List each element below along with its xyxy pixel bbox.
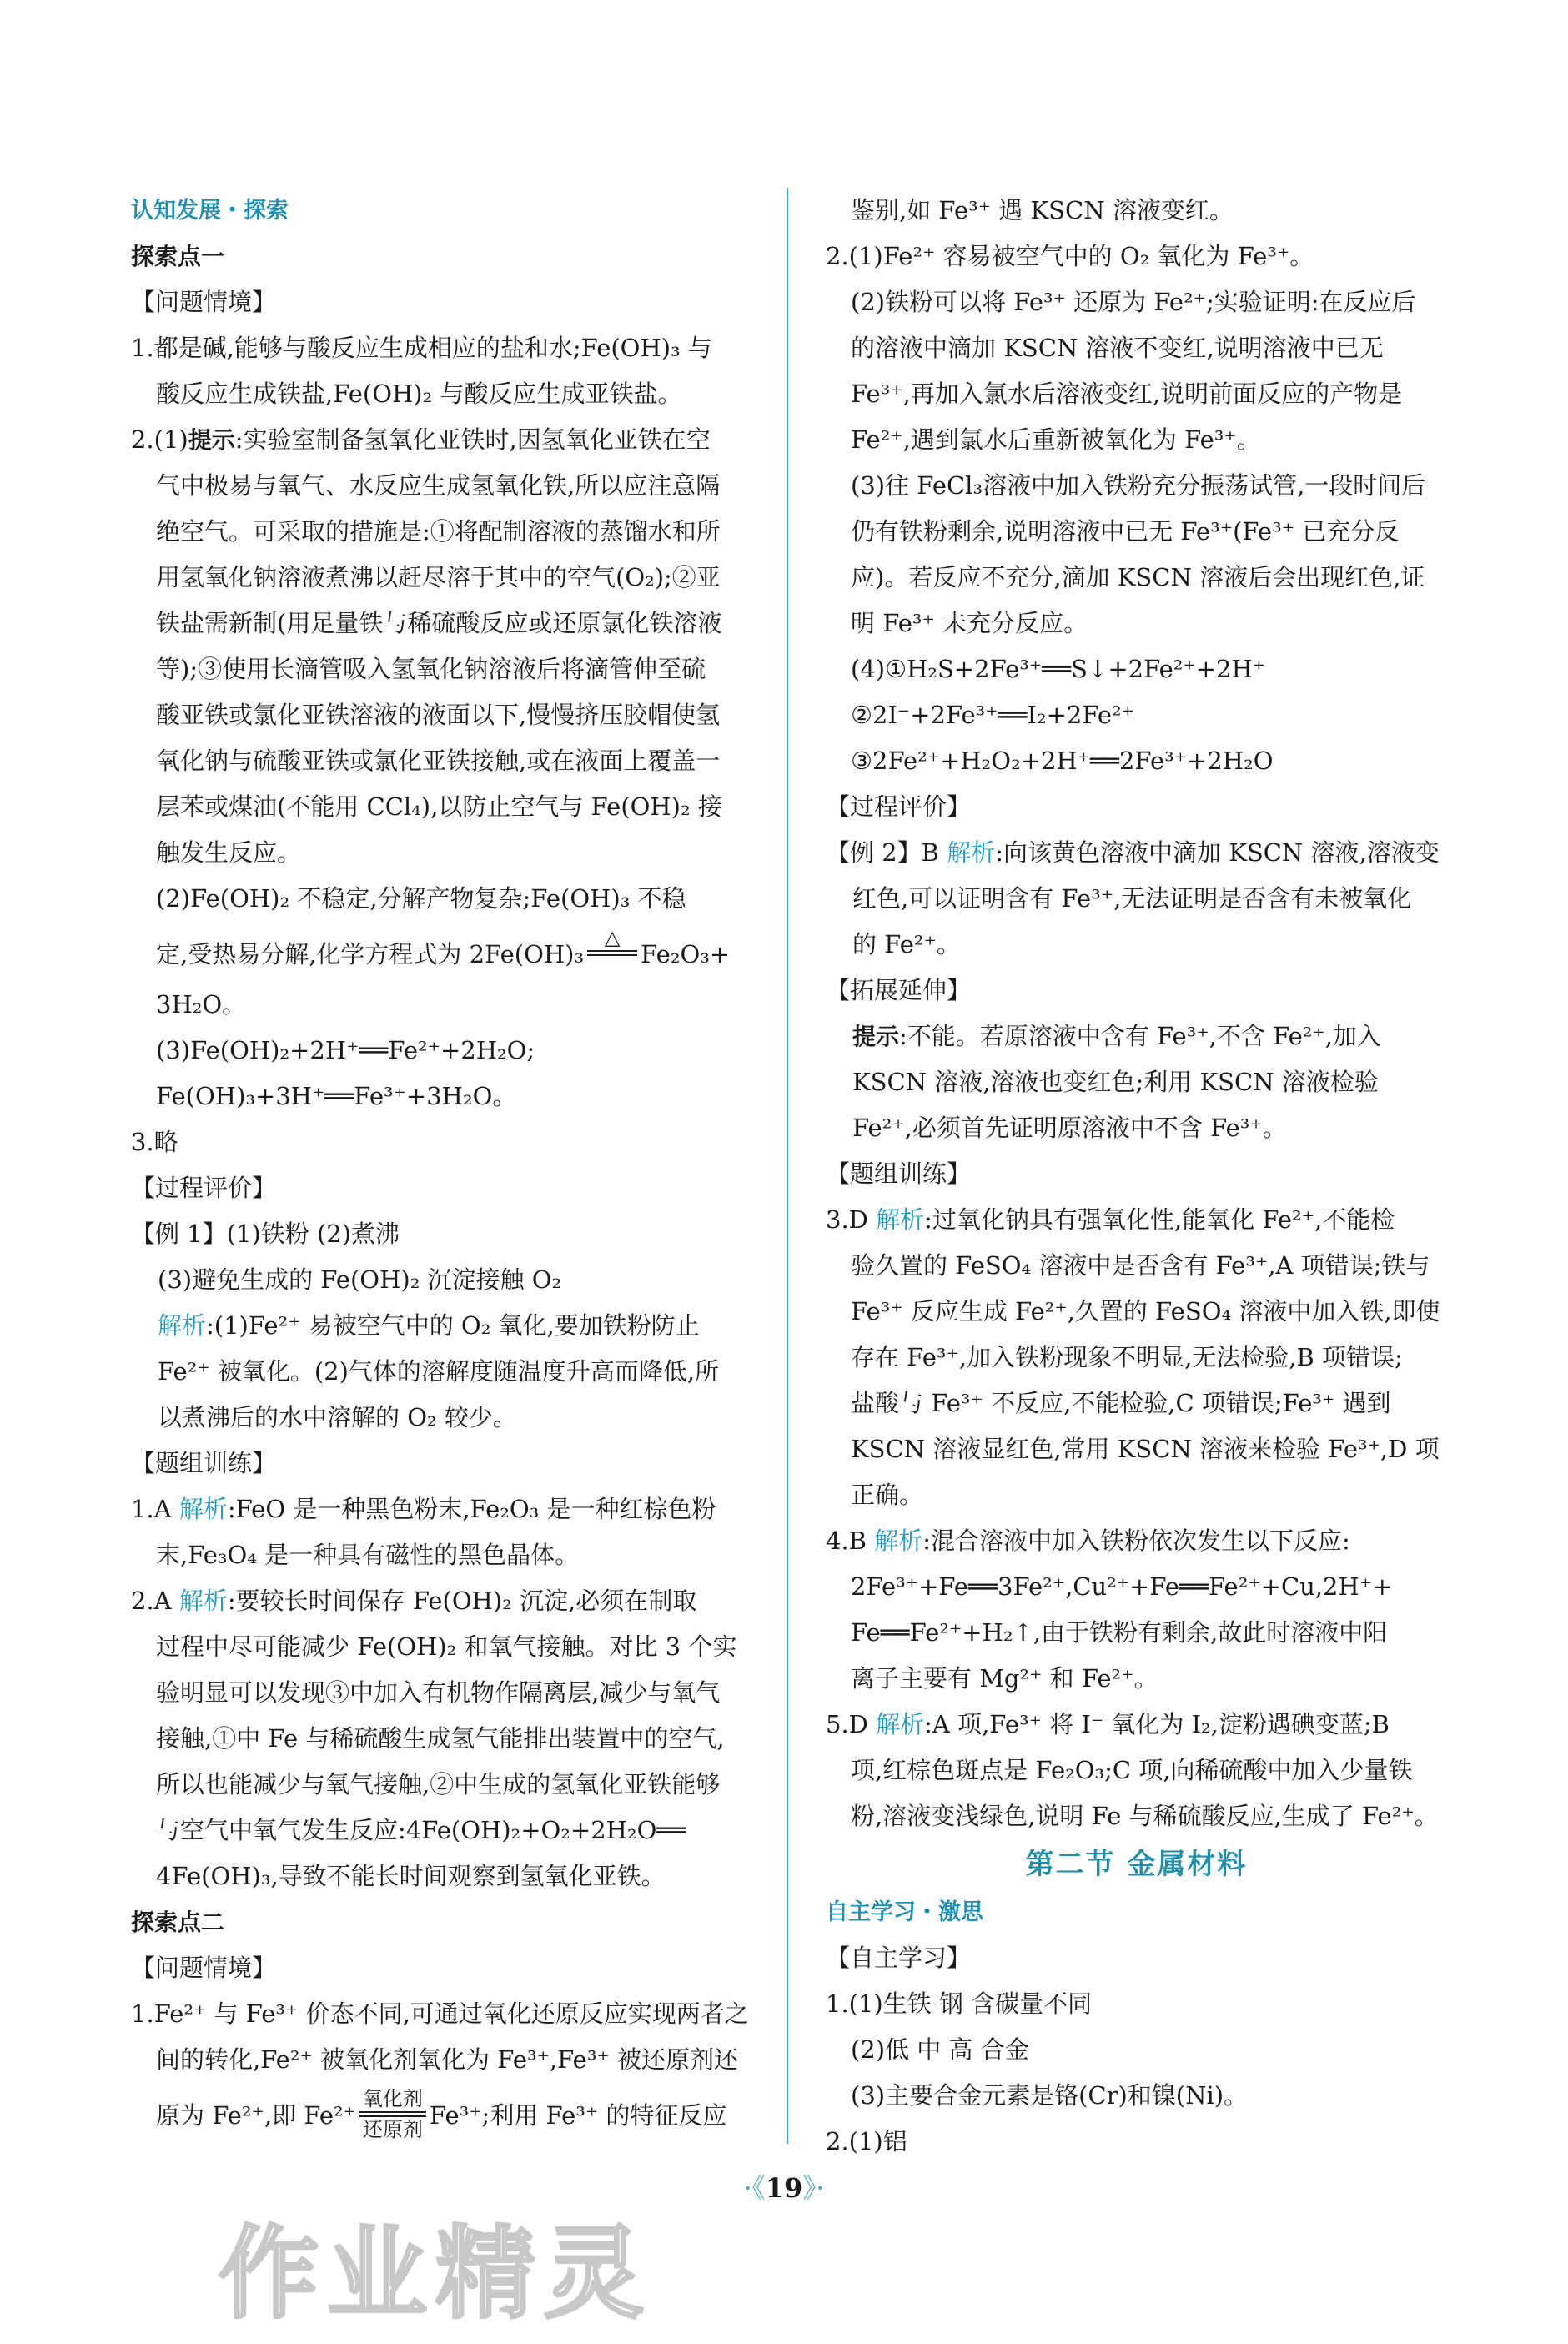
text-line: 的溶液中滴加 KSCN 溶液不变红,说明溶液中已无: [851, 334, 1384, 362]
text-line: 1.Fe²⁺ 与 Fe³⁺ 价态不同,可通过氧化还原反应实现两者之: [131, 1999, 749, 2028]
text-line: 验明显可以发现③中加入有机物作隔离层,减少与氧气: [156, 1678, 721, 1707]
text-line: 酸亚铁或氯化亚铁溶液的液面以下,慢慢挤压胶帽使氢: [156, 701, 721, 729]
text-line: KSCN 溶液显红色,常用 KSCN 溶液来检验 Fe³⁺,D 项: [851, 1435, 1440, 1463]
text-line: 红色,可以证明含有 Fe³⁺,无法证明是否含有未被氧化: [852, 884, 1412, 913]
text-line: KSCN 溶液,溶液也变红色;利用 KSCN 溶液检验: [852, 1068, 1379, 1096]
chevron-left-icon: ·《: [743, 2172, 766, 2204]
text-line: Fe══Fe²⁺+H₂↑,由于铁粉有剩余,故此时溶液中阳: [851, 1618, 1388, 1647]
subheading: 探索点一: [131, 243, 225, 270]
page-number: ·《19》·: [743, 2172, 825, 2204]
text-line: (2)Fe(OH)₂ 不稳定,分解产物复杂;Fe(OH)₃ 不稳: [156, 884, 686, 913]
text-line: 鉴别,如 Fe³⁺ 遇 KSCN 溶液变红。: [851, 196, 1234, 224]
tip-label: 提示: [852, 1023, 900, 1050]
text-line: 间的转化,Fe²⁺ 被氧化剂氧化为 Fe³⁺,Fe³⁺ 被还原剂还: [156, 2045, 738, 2074]
text-line: 4Fe(OH)₃,导致不能长时间观察到氢氧化亚铁。: [156, 1862, 666, 1890]
text-line: 1.A 解析:FeO 是一种黑色粉末,Fe₂O₃ 是一种红棕色粉: [131, 1495, 716, 1523]
text-line: (3)Fe(OH)₂+2H⁺══Fe²⁺+2H₂O;: [156, 1036, 535, 1064]
text-line: 与空气中氧气发生反应:4Fe(OH)₂+O₂+2H₂O══: [156, 1816, 686, 1844]
text-line: 盐酸与 Fe³⁺ 不反应,不能检验,C 项错误;Fe³⁺ 遇到: [851, 1389, 1391, 1417]
text-line: 绝空气。可采取的措施是:①将配制溶液的蒸馏水和所: [156, 517, 721, 546]
redox-arrow: 氧化剂 还原剂: [359, 2088, 426, 2140]
text-line: 等);③使用长滴管吸入氢氧化钠溶液后将滴管伸至硫: [156, 655, 706, 683]
analysis-label: 解析: [874, 1527, 923, 1555]
text-line: 提示:不能。若原溶液中含有 Fe³⁺,不含 Fe²⁺,加入: [852, 1022, 1381, 1050]
equation-line: 2Fe³⁺+Fe══3Fe²⁺,Cu²⁺+Fe══Fe²⁺+Cu,2H⁺+: [851, 1572, 1393, 1601]
text-line: Fe²⁺,遇到氯水后重新被氧化为 Fe³⁺。: [851, 425, 1261, 454]
text-line: Fe³⁺,再加入氯水后溶液变红,说明前面反应的产物是: [851, 380, 1403, 408]
subheading: 探索点二: [131, 1909, 225, 1936]
text-line: 3.略: [131, 1128, 178, 1156]
watermark-logo: 作业精灵: [219, 2216, 652, 2332]
text-line: 仍有铁粉剩余,说明溶液中已无 Fe³⁺(Fe³⁺ 已充分反: [851, 517, 1400, 546]
equation-line: ③2Fe²⁺+H₂O₂+2H⁺══2Fe³⁺+2H₂O: [851, 747, 1274, 775]
text-line: 过程中尽可能减少 Fe(OH)₂ 和氧气接触。对比 3 个实: [156, 1632, 737, 1661]
text-line: 明 Fe³⁺ 未充分反应。: [851, 609, 1088, 637]
text-line: (2)低 中 高 合金: [851, 2035, 1029, 2064]
text-line: 1.都是碱,能够与酸反应生成相应的盐和水;Fe(OH)₃ 与: [131, 334, 712, 362]
section-heading: 认知发展・探索: [131, 198, 289, 224]
text-line: 存在 Fe³⁺,加入铁粉现象不明显,无法检验,B 项错误;: [851, 1343, 1403, 1371]
right-column: [826, 188, 1447, 2165]
equation-line: 原为 Fe²⁺,即 Fe²⁺ 氧化剂 还原剂 Fe³⁺;利用 Fe³⁺ 的特征反应: [156, 2086, 727, 2141]
bracket-heading: 【题组训练】: [826, 1159, 972, 1188]
text-line: 正确。: [851, 1481, 924, 1509]
analysis-label: 解析: [876, 1205, 925, 1234]
analysis-label: 解析: [178, 1587, 228, 1615]
text-line: 3H₂O。: [156, 990, 247, 1019]
equation-line: ②2I⁻+2Fe³⁺══I₂+2Fe²⁺: [851, 701, 1134, 729]
analysis-label: 解析: [876, 1710, 925, 1738]
text-line: 5.D 解析:A 项,Fe³⁺ 将 I⁻ 氧化为 I₂,淀粉遇碘变蓝;B: [826, 1710, 1390, 1738]
bracket-heading: 【自主学习】: [826, 1944, 972, 1972]
text-line: 4.B 解析:混合溶液中加入铁粉依次发生以下反应:: [826, 1527, 1350, 1555]
analysis-label: 解析: [158, 1311, 207, 1340]
analysis-label: 解析: [947, 838, 996, 867]
bracket-heading: 【题组训练】: [131, 1449, 277, 1477]
text-line: 应)。若反应不充分,滴加 KSCN 溶液后会出现红色,证: [851, 563, 1425, 591]
text-line: (3)主要合金元素是铬(Cr)和镍(Ni)。: [851, 2081, 1249, 2110]
text-line: 2.(1)提示:实验室制备氢氧化亚铁时,因氢氧化亚铁在空: [131, 425, 711, 454]
bracket-heading: 【问题情境】: [131, 1954, 277, 1982]
equation-line: (4)①H₂S+2Fe³⁺══S↓+2Fe²⁺+2H⁺: [851, 655, 1266, 683]
text-line: 的 Fe²⁺。: [852, 930, 961, 958]
chevron-right-icon: 》·: [802, 2172, 825, 2204]
text-line: 用氢氧化钠溶液煮沸以赶尽溶于其中的空气(O₂);②亚: [156, 563, 721, 591]
text-line: 层苯或煤油(不能用 CCl₄),以防止空气与 Fe(OH)₂ 接: [156, 792, 722, 821]
bracket-heading: 【过程评价】: [131, 1174, 277, 1202]
text-line: 离子主要有 Mg²⁺ 和 Fe²⁺。: [851, 1664, 1158, 1693]
text-line: 酸反应生成铁盐,Fe(OH)₂ 与酸反应生成亚铁盐。: [156, 380, 682, 408]
text-line: 【例 2】B 解析:向该黄色溶液中滴加 KSCN 溶液,溶液变: [826, 838, 1440, 867]
bracket-heading: 【拓展延伸】: [826, 976, 972, 1004]
left-column: [131, 188, 748, 2143]
analysis-label: 解析: [178, 1495, 228, 1523]
text-line: Fe²⁺,必须首先证明原溶液中不含 Fe³⁺。: [852, 1114, 1287, 1142]
text-line: 氧化钠与硫酸亚铁或氯化亚铁接触,或在液面上覆盖一: [156, 747, 721, 775]
text-line: 接触,①中 Fe 与稀硫酸生成氢气能排出装置中的空气,: [156, 1724, 725, 1753]
text-line: 末,Fe₃O₄ 是一种具有磁性的黑色晶体。: [156, 1541, 580, 1569]
text-line: (3)避免生成的 Fe(OH)₂ 沉淀接触 O₂: [158, 1265, 562, 1294]
section-heading: 自主学习・激思: [826, 1899, 983, 1925]
text-line: Fe³⁺ 反应生成 Fe²⁺,久置的 FeSO₄ 溶液中加入铁,即使: [851, 1297, 1440, 1325]
text-line: 3.D 解析:过氧化钠具有强氧化性,能氧化 Fe²⁺,不能检: [826, 1205, 1395, 1234]
text-line: 1.(1)生铁 钢 含碳量不同: [826, 1989, 1093, 2018]
text-line: 以煮沸后的水中溶解的 O₂ 较少。: [158, 1403, 517, 1431]
text-line: (3)往 FeCl₃溶液中加入铁粉充分振荡试管,一段时间后: [851, 471, 1426, 500]
text-line: 所以也能减少与氧气接触,②中生成的氢氧化亚铁能够: [156, 1770, 721, 1798]
text-line: 2.A 解析:要较长时间保存 Fe(OH)₂ 沉淀,必须在制取: [131, 1587, 697, 1615]
text-line: 【例 1】(1)铁粉 (2)煮沸: [131, 1220, 400, 1248]
bracket-heading: 【过程评价】: [826, 792, 972, 821]
text-line: 2.(1)Fe²⁺ 容易被空气中的 O₂ 氧化为 Fe³⁺。: [826, 242, 1314, 270]
text-line: 粉,溶液变浅绿色,说明 Fe 与稀硫酸反应,生成了 Fe²⁺。: [851, 1802, 1439, 1830]
tip-label: 提示: [188, 426, 235, 454]
text-line: Fe(OH)₃+3H⁺══Fe³⁺+3H₂O。: [156, 1082, 517, 1110]
text-line: 项,红棕色斑点是 Fe₂O₃;C 项,向稀硫酸中加入少量铁: [851, 1756, 1413, 1784]
column-divider: [787, 188, 788, 2144]
bracket-heading: 【问题情境】: [131, 288, 277, 316]
text-line: (2)铁粉可以将 Fe³⁺ 还原为 Fe²⁺;实验证明:在反应后: [851, 288, 1416, 316]
text-line: 2.(1)铝: [826, 2127, 907, 2155]
text-line: 铁盐需新制(用足量铁与稀硫酸反应或还原氯化铁溶液: [156, 609, 722, 637]
text-line: 解析:(1)Fe²⁺ 易被空气中的 O₂ 氧化,要加铁粉防止: [158, 1311, 700, 1340]
text-line: 触发生反应。: [156, 838, 302, 867]
section-title: 第二节 金属材料: [1025, 1848, 1248, 1881]
equation-line: 定,受热易分解,化学方程式为 2Fe(OH)₃ △ Fe₂O₃+: [131, 922, 748, 982]
text-line: Fe²⁺ 被氧化。(2)气体的溶解度随温度升高而降低,所: [158, 1357, 720, 1386]
heat-arrow: △: [587, 927, 637, 979]
text-line: 气中极易与氧气、水反应生成氢氧化铁,所以应注意隔: [156, 471, 721, 500]
text-line: 验久置的 FeSO₄ 溶液中是否含有 Fe³⁺,A 项错误;铁与: [851, 1251, 1430, 1280]
